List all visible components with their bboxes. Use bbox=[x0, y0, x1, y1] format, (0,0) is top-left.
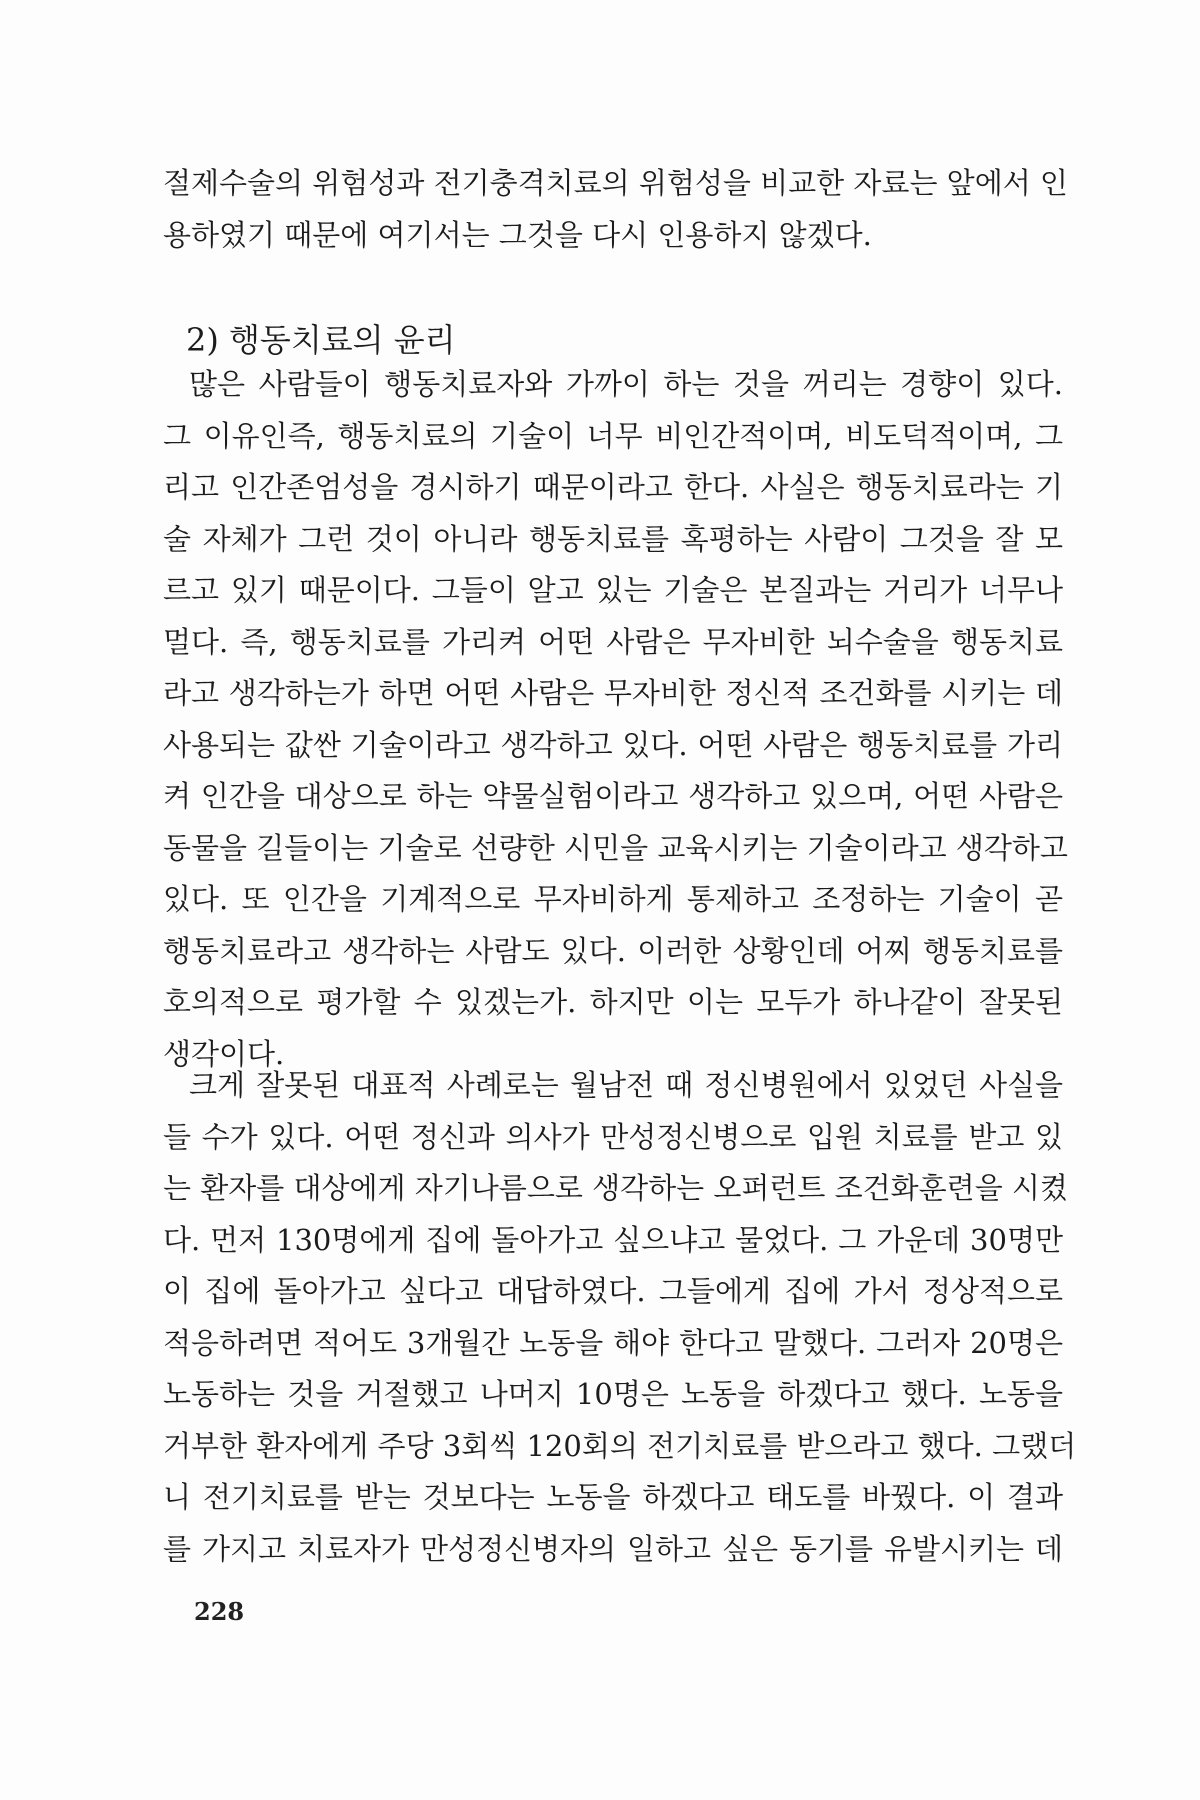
text-line: 켜 인간을 대상으로 하는 약물실험이라고 생각하고 있으며, 어떤 사람은 bbox=[163, 779, 1063, 813]
text-line: 르고 있기 때문이다. 그들이 알고 있는 기술은 본질과는 거리가 너무나 bbox=[163, 573, 1063, 607]
text-line: 리고 인간존엄성을 경시하기 때문이라고 한다. 사실은 행동치료라는 기 bbox=[163, 470, 1063, 504]
text-line: 행동치료라고 생각하는 사람도 있다. 이러한 상황인데 어찌 행동치료를 bbox=[163, 933, 1063, 968]
text-line: 라고 생각하는가 하면 어떤 사람은 무자비한 정신적 조건화를 시키는 데 bbox=[163, 676, 1063, 710]
text-line: 다. 먼저 130명에게 집에 돌아가고 싶으냐고 물었다. 그 가운데 30명만 bbox=[163, 1222, 1063, 1257]
text-line: 그 이유인즉, 행동치료의 기술이 너무 비인간적이며, 비도덕적이며, 그 bbox=[163, 418, 1063, 453]
page-number: 228 bbox=[194, 1597, 245, 1626]
text-line: 멀다. 즉, 행동치료를 가리켜 어떤 사람은 무자비한 뇌수술을 행동치료 bbox=[163, 624, 1063, 659]
text-line: 니 전기치료를 받는 것보다는 노동을 하겠다고 태도를 바꿨다. 이 결과 bbox=[163, 1480, 1063, 1514]
intro-paragraph bbox=[163, 158, 1068, 261]
text-line: 절제수술의 위험성과 전기충격치료의 위험성을 비교한 자료는 앞에서 인 bbox=[163, 166, 1068, 200]
text-line: 술 자체가 그런 것이 아니라 행동치료를 혹평하는 사람이 그것을 잘 모 bbox=[163, 521, 1063, 556]
text-line: 이 집에 돌아가고 싶다고 대답하였다. 그들에게 집에 가서 정상적으로 bbox=[163, 1274, 1063, 1308]
text-line: 호의적으로 평가할 수 있겠는가. 하지만 이는 모두가 하나같이 잘못된 bbox=[163, 985, 1063, 1019]
body-paragraph-1 bbox=[163, 359, 1068, 1080]
text-line: 생각이다. bbox=[163, 1036, 285, 1071]
text-line: 들 수가 있다. 어떤 정신과 의사가 만성정신병으로 입원 치료를 받고 있 bbox=[163, 1119, 1063, 1154]
text-line: 노동하는 것을 거절했고 나머지 10명은 노동을 하겠다고 했다. 노동을 bbox=[163, 1377, 1063, 1411]
body-paragraph-2 bbox=[163, 1060, 1077, 1575]
text-line: 를 가지고 치료자가 만성정신병자의 일하고 싶은 동기를 유발시키는 데 bbox=[163, 1531, 1063, 1566]
text-line: 동물을 길들이는 기술로 선량한 시민을 교육시키는 기술이라고 생각하고 bbox=[163, 830, 1068, 865]
text-line: 사용되는 값싼 기술이라고 생각하고 있다. 어떤 사람은 행동치료를 가리 bbox=[163, 727, 1063, 762]
text-line: 는 환자를 대상에게 자기나름으로 생각하는 오퍼런트 조건화훈련을 시켰 bbox=[163, 1171, 1068, 1205]
text-line: 적응하려면 적어도 3개월간 노동을 해야 한다고 말했다. 그러자 20명은 bbox=[163, 1325, 1063, 1360]
text-line: 용하였기 때문에 여기서는 그것을 다시 인용하지 않겠다. bbox=[163, 217, 872, 252]
text-line: 거부한 환자에게 주당 3회씩 120회의 전기치료를 받으라고 했다. 그랬더 bbox=[163, 1428, 1077, 1463]
section-heading: 2) 행동치료의 윤리 bbox=[186, 321, 456, 359]
text-line: 많은 사람들이 행동치료자와 가까이 하는 것을 꺼리는 경향이 있다. bbox=[189, 367, 1063, 401]
text-line: 크게 잘못된 대표적 사례로는 월남전 때 정신병원에서 있었던 사실을 bbox=[189, 1068, 1063, 1102]
text-line: 있다. 또 인간을 기계적으로 무자비하게 통제하고 조정하는 기술이 곧 bbox=[163, 882, 1063, 916]
